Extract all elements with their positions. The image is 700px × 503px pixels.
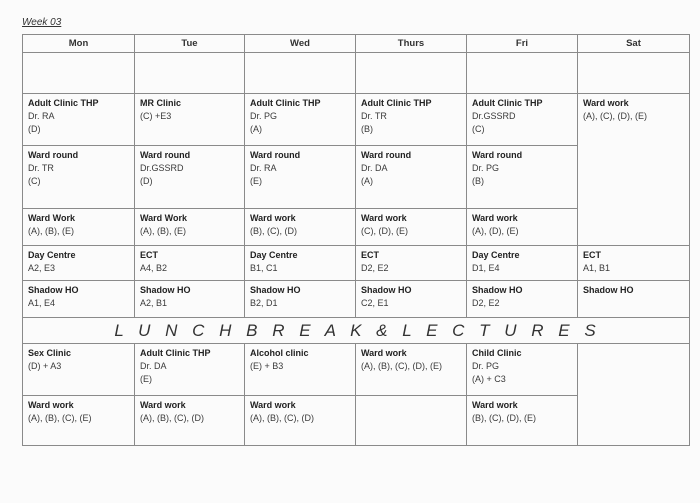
blank-cell (135, 53, 245, 94)
slot-detail: A4, B2 (140, 263, 168, 273)
slot-title: Ward work (140, 400, 186, 410)
slot-detail: Dr.GSSRD (140, 163, 184, 173)
slot-title: Ward work (472, 400, 518, 410)
slot-detail: (B) (472, 176, 484, 186)
schedule-row (23, 281, 690, 318)
slot-title: Shadow HO (361, 285, 412, 295)
slot-title: MR Clinic (140, 98, 182, 108)
slot-detail: (C) (472, 124, 485, 134)
slot-detail: D1, E4 (472, 263, 500, 273)
slot-cell (135, 281, 245, 318)
slot-title: Day Centre (472, 250, 520, 260)
slot-detail: (B), (C), (D), (E) (472, 413, 536, 423)
slot-detail: Dr. RA (250, 163, 277, 173)
slot-cell (245, 396, 356, 446)
slot-detail: (C) (28, 176, 41, 186)
slot-title: Ward round (472, 150, 523, 160)
slot-cell (356, 281, 467, 318)
slot-cell (467, 209, 578, 246)
slot-cell (356, 94, 467, 146)
slot-title: Shadow HO (28, 285, 79, 295)
slot-cell (245, 146, 356, 209)
slot-detail: (B), (C), (D) (250, 226, 297, 236)
slot-cell (467, 94, 578, 146)
day-header-tue: Tue (135, 35, 245, 53)
slot-detail: (A), (B), (C), (E) (28, 413, 92, 423)
blank-cell (356, 53, 467, 94)
slot-cell (467, 396, 578, 446)
slot-cell (578, 246, 690, 281)
slot-detail: (A), (B), (C), (D) (250, 413, 314, 423)
slot-detail: Dr. PG (250, 111, 278, 121)
slot-title: Ward round (140, 150, 191, 160)
blank-cell (23, 53, 135, 94)
slot-title: Adult Clinic THP (361, 98, 432, 108)
schedule-row (23, 246, 690, 281)
slot-title: Day Centre (250, 250, 298, 260)
slot-title: ECT (583, 250, 601, 260)
slot-detail: (E) (250, 176, 262, 186)
slot-detail: D2, E2 (361, 263, 389, 273)
slot-cell (356, 344, 467, 396)
slot-title: Ward work (28, 400, 74, 410)
slot-detail: (B) (361, 124, 373, 134)
slot-title: Ward round (28, 150, 79, 160)
slot-cell-empty (356, 396, 467, 446)
schedule-row (23, 94, 690, 146)
slot-title: Child Clinic (472, 348, 522, 358)
slot-detail: (E) (140, 374, 152, 384)
slot-title: Alcohol clinic (250, 348, 309, 358)
slot-title: Adult Clinic THP (28, 98, 99, 108)
slot-title: Ward work (250, 213, 296, 223)
slot-cell (578, 281, 690, 318)
slot-detail: A2, E3 (28, 263, 56, 273)
lunch-break-banner: L U N C H B R E A K & L E C T U R E S (23, 318, 690, 344)
slot-title: Adult Clinic THP (250, 98, 321, 108)
slot-cell (23, 94, 135, 146)
slot-detail: A1, B1 (583, 263, 611, 273)
slot-title: Adult Clinic THP (472, 98, 543, 108)
slot-cell (356, 209, 467, 246)
slot-detail: Dr.GSSRD (472, 111, 516, 121)
slot-detail: (A) (361, 176, 373, 186)
slot-detail: (D) + A3 (28, 361, 62, 371)
slot-title: Ward work (583, 98, 629, 108)
slot-cell (23, 209, 135, 246)
day-header-wed: Wed (245, 35, 356, 53)
slot-detail: (A), (B), (E) (140, 226, 186, 236)
slot-cell (245, 209, 356, 246)
slot-detail: Dr. DA (361, 163, 388, 173)
slot-detail: Dr. PG (472, 163, 500, 173)
slot-detail: Dr. RA (28, 111, 55, 121)
slot-detail: D2, E2 (472, 298, 500, 308)
slot-title: Sex Clinic (28, 348, 72, 358)
slot-cell-empty (578, 344, 690, 446)
slot-title: Day Centre (28, 250, 76, 260)
slot-title: Ward work (250, 400, 296, 410)
slot-detail: (A), (D), (E) (472, 226, 519, 236)
day-header-thurs: Thurs (356, 35, 467, 53)
slot-cell (23, 396, 135, 446)
slot-title: ECT (361, 250, 379, 260)
day-header-fri: Fri (467, 35, 578, 53)
slot-cell (245, 94, 356, 146)
slot-cell (135, 344, 245, 396)
slot-detail: Dr. TR (361, 111, 387, 121)
slot-cell (467, 246, 578, 281)
schedule-row (23, 344, 690, 396)
slot-cell (467, 146, 578, 209)
day-header-row (23, 35, 690, 53)
slot-title: Shadow HO (583, 285, 634, 295)
slot-cell (467, 344, 578, 396)
day-header-sat: Sat (578, 35, 690, 53)
slot-title: Shadow HO (140, 285, 191, 295)
slot-title: Shadow HO (472, 285, 523, 295)
slot-detail: B1, C1 (250, 263, 278, 273)
slot-cell (135, 396, 245, 446)
slot-detail: (E) + B3 (250, 361, 284, 371)
slot-detail: (A), (B), (C), (D), (E) (361, 361, 442, 371)
blank-cell (578, 53, 690, 94)
slot-title: Ward work (472, 213, 518, 223)
slot-cell (135, 246, 245, 281)
slot-cell (23, 246, 135, 281)
slot-detail: Dr. TR (28, 163, 54, 173)
slot-detail: (D) (28, 124, 41, 134)
blank-cell (245, 53, 356, 94)
slot-detail: (A) + C3 (472, 374, 506, 384)
slot-title: Shadow HO (250, 285, 301, 295)
slot-cell (245, 344, 356, 396)
slot-title: Ward round (361, 150, 412, 160)
day-header-mon: Mon (23, 35, 135, 53)
slot-cell (135, 209, 245, 246)
slot-title: Ward work (361, 213, 407, 223)
slot-detail: (A), (B), (E) (28, 226, 74, 236)
slot-detail: (A), (C), (D), (E) (583, 111, 647, 121)
slot-detail: Dr. DA (140, 361, 167, 371)
slot-cell (135, 94, 245, 146)
slot-cell (245, 246, 356, 281)
slot-cell (245, 281, 356, 318)
slot-cell (23, 344, 135, 396)
blank-cell (467, 53, 578, 94)
slot-title: Ward Work (140, 213, 188, 223)
slot-cell (467, 281, 578, 318)
blank-row (23, 53, 690, 94)
slot-cell (356, 146, 467, 209)
slot-cell (23, 281, 135, 318)
slot-detail: (C) +E3 (140, 111, 172, 121)
slot-title: ECT (140, 250, 158, 260)
weekly-timetable (22, 34, 690, 446)
slot-title: Ward Work (28, 213, 76, 223)
slot-detail: C2, E1 (361, 298, 389, 308)
slot-title: Ward work (361, 348, 407, 358)
slot-detail: (C), (D), (E) (361, 226, 408, 236)
slot-detail: A2, B1 (140, 298, 168, 308)
slot-title: Ward round (250, 150, 301, 160)
slot-detail: B2, D1 (250, 298, 278, 308)
slot-detail: Dr. PG (472, 361, 500, 371)
slot-detail: (D) (140, 176, 153, 186)
lunch-break-row (23, 318, 690, 344)
slot-detail: (A), (B), (C), (D) (140, 413, 204, 423)
slot-detail: A1, E4 (28, 298, 56, 308)
slot-cell (23, 146, 135, 209)
week-label: Week 03 (22, 17, 62, 28)
slot-detail: (A) (250, 124, 262, 134)
slot-cell-sat-ward-work (578, 94, 690, 246)
slot-title: Adult Clinic THP (140, 348, 211, 358)
slot-cell (356, 246, 467, 281)
slot-cell (135, 146, 245, 209)
